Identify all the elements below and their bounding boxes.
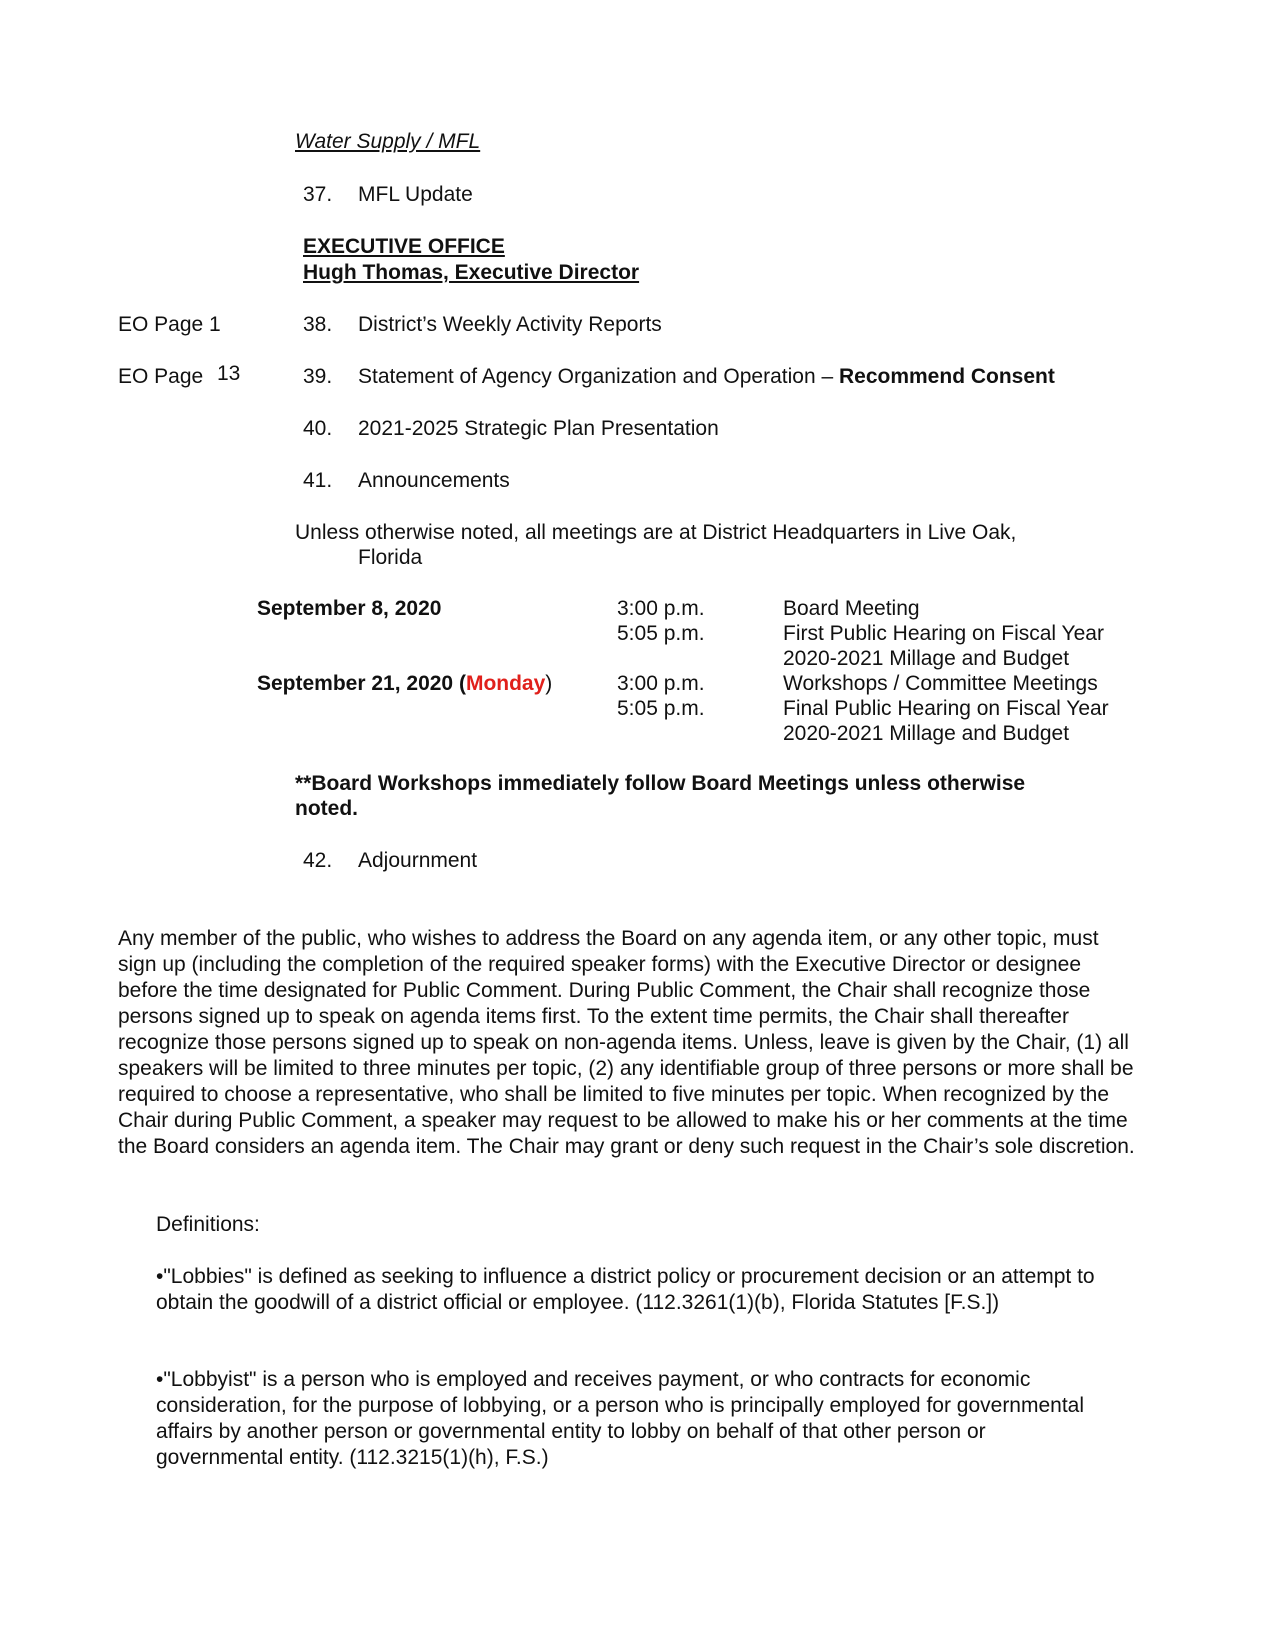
schedule-time: 3:00 p.m. bbox=[617, 672, 705, 695]
agenda-item-number: 38. bbox=[303, 313, 333, 336]
schedule-date-close: ) bbox=[545, 672, 553, 695]
schedule-event-cont: 2020-2021 Millage and Budget bbox=[783, 722, 1070, 745]
agenda-item-number: 41. bbox=[303, 469, 333, 492]
schedule-event: Workshops / Committee Meetings bbox=[783, 672, 1098, 695]
schedule-date-weekday: Monday bbox=[465, 672, 546, 695]
agenda-item-number: 37. bbox=[303, 183, 333, 206]
schedule-time: 3:00 p.m. bbox=[617, 597, 705, 620]
schedule-time: 5:05 p.m. bbox=[617, 697, 705, 720]
section-heading-water-supply: Water Supply / MFL bbox=[295, 130, 481, 153]
schedule-date: September 8, 2020 bbox=[257, 597, 442, 620]
schedule-event: First Public Hearing on Fiscal Year bbox=[783, 622, 1104, 645]
agenda-item-number: 39. bbox=[303, 365, 333, 388]
section-heading-executive-office: EXECUTIVE OFFICE bbox=[303, 235, 505, 258]
schedule-event: Final Public Hearing on Fiscal Year bbox=[783, 697, 1109, 720]
agenda-item-text: Adjournment bbox=[358, 849, 478, 872]
meeting-location-note-cont: Florida bbox=[358, 546, 423, 569]
definition-lobbies: •"Lobbies" is defined as seeking to influence a district policy or procurement decision or an attempt to obtain the goodwill of a district official or employee. (112.3261(1)(b), Florida Statutes [F.S.]) bbox=[156, 1265, 1095, 1314]
agenda-item-text: 2021-2025 Strategic Plan Presentation bbox=[358, 417, 719, 440]
definitions-heading: Definitions: bbox=[156, 1213, 260, 1236]
page-reference: EO Page 1 bbox=[118, 313, 221, 336]
schedule-time: 5:05 p.m. bbox=[617, 622, 705, 645]
public-comment-paragraph: Any member of the public, who wishes to address the Board on any agenda item, or any other topic, must sign up (including the completion of the required speaker forms) with the Executive Director or designee before the time designated for Public Comment. During Public Comment, the Chair shall recognize those persons signed up to speak on agenda items first. To the extent time permits, the Chair shall thereafter recognize those persons signed up to speak on non-agenda items. Unless, leave is given by the Chair, (1) all speakers will be limited to three minutes per topic, (2) any identifiable group of three persons or more shall be required to choose a representative, who shall be limited to five minutes per topic. When recognized by the Chair during Public Comment, a speaker may request to be allowed to make his or her comments at the time the Board considers an agenda item. The Chair may grant or deny such request in the Chair’s sole discretion. bbox=[118, 927, 1135, 1158]
agenda-item-number: 40. bbox=[303, 417, 333, 440]
schedule-date bbox=[257, 671, 552, 697]
schedule-date-text: September 21, 2020 ( bbox=[257, 672, 466, 695]
agenda-item-text: MFL Update bbox=[358, 183, 473, 206]
agenda-item-number: 42. bbox=[303, 849, 333, 872]
workshop-note-cont: noted. bbox=[295, 797, 358, 820]
section-subheading-director: Hugh Thomas, Executive Director bbox=[303, 261, 640, 284]
agenda-item-text: District’s Weekly Activity Reports bbox=[358, 313, 662, 336]
agenda-item-text bbox=[358, 364, 1055, 390]
agenda-item-text: Announcements bbox=[358, 469, 510, 492]
schedule-event: Board Meeting bbox=[783, 597, 920, 620]
page-reference: EO Page bbox=[118, 365, 204, 388]
definition-lobbyist: •"Lobbyist" is a person who is employed and receives payment, or who contracts for economic consideration, for the purpose of lobbying, or a person who is principally employed for governmental affairs by another person or governmental entity to lobby on behalf of that other person or governmental entity. (112.3215(1)(h), F.S.) bbox=[156, 1368, 1085, 1469]
schedule-event-cont: 2020-2021 Millage and Budget bbox=[783, 647, 1070, 670]
recommend-consent-label: Recommend Consent bbox=[838, 365, 1055, 388]
meeting-location-note: Unless otherwise noted, all meetings are at District Headquarters in Live Oak, bbox=[295, 521, 1017, 544]
workshop-note: **Board Workshops immediately follow Board Meetings unless otherwise bbox=[295, 772, 1026, 795]
page-reference-number: 13 bbox=[217, 362, 241, 385]
agenda-item-text-main: Statement of Agency Organization and Operation – bbox=[358, 365, 839, 388]
